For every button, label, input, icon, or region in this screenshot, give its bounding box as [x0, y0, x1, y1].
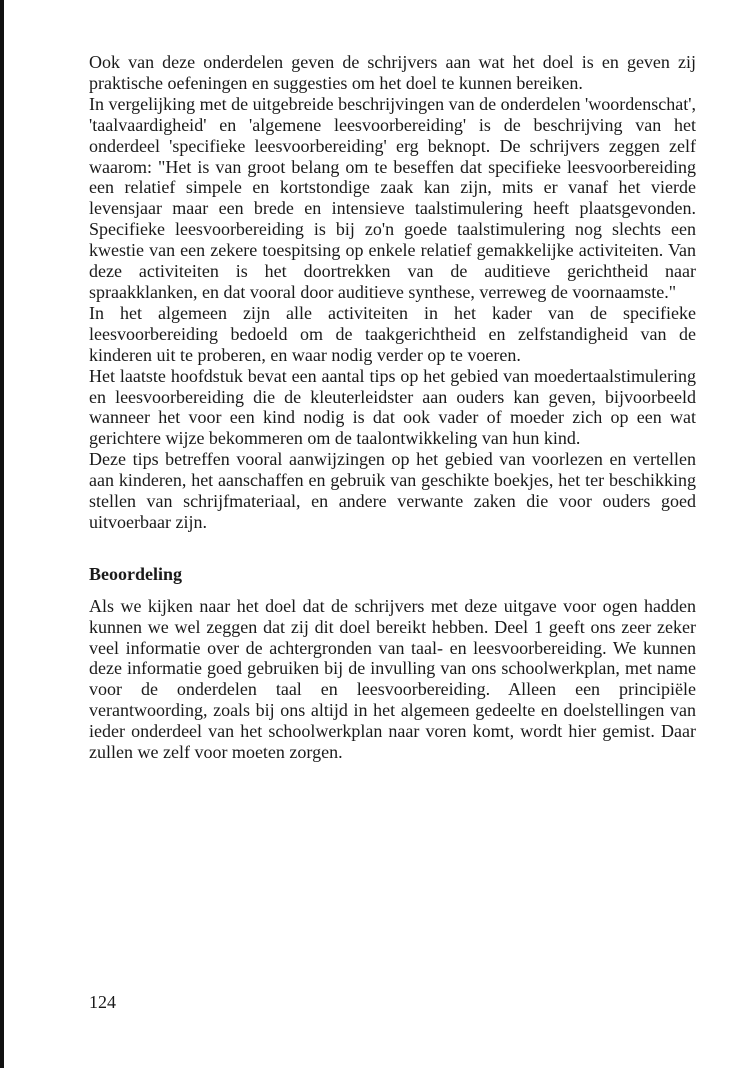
page-number: 124: [89, 992, 116, 1012]
page-edge: [0, 0, 4, 1068]
page-body: [89, 52, 696, 763]
paragraph: Het laatste hoofdstuk bevat een aantal tips op het gebied van moedertaalstimulering en leesvoorbereiding die de kleuterleidster aan ouders kan geven, bijvoorbeeld wanneer het voor een kind nodig is dat ook vader of moeder zich op een wat gerichtere wijze bekommeren om de taalontwikkeling van hun kind.: [89, 365, 696, 449]
section-paragraph: Als we kijken naar het doel dat de schrijvers met deze uitgave voor ogen hadden kunnen we wel zeggen dat zij dit doel bereikt hebben. Deel 1 geeft ons zeer zeker veel informatie over de achtergronden van taal- en leesvoorbereiding. We kunnen deze informatie goed gebruiken bij de invulling van ons schoolwerkplan, met name voor de onderdelen taal en leesvoorbereiding. Alleen een principiële verantwoording, zoals bij ons altijd in het algemeen gedeelte en doelstellingen van ieder onderdeel van het schoolwerkplan naar voren komt, wordt hier gemist. Daar zullen we zelf voor moeten zorgen.: [89, 595, 696, 763]
paragraph: Deze tips betreffen vooral aanwijzingen op het gebied van voorlezen en vertellen aan kinderen, het aanschaffen en gebruik van geschikte boekjes, het ter beschikking stellen van schrijfmateriaal, en andere verwante zaken die voor ouders goed uitvoerbaar zijn.: [89, 449, 696, 532]
section-heading: Beoordeling: [89, 563, 182, 584]
paragraph: Ook van deze onderdelen geven de schrijvers aan wat het doel is en geven zij praktische oefeningen en suggesties om het doel te kunnen bereiken.: [89, 52, 696, 93]
paragraph: In het algemeen zijn alle activiteiten in het kader van de specifieke leesvoorbereiding bedoeld om de taakgerichtheid en zelfstandigheid van de kinderen uit te proberen, en waar nodig verder op te voeren.: [89, 302, 696, 365]
paragraph: In vergelijking met de uitgebreide beschrijvingen van de onderdelen 'woordenschat', 'taalvaardigheid' en 'algemene leesvoorbereiding' is de beschrijving van het onderdeel 'specifieke leesvoorbereiding' erg beknopt. De schrijvers zeggen zelf waarom: "Het is van groot belang om te beseffen dat specifieke leesvoorbereiding een relatief simpele en kortstondige zaak kan zijn, mits er vanaf het vierde levensjaar maar een brede en intensieve taalstimulering heeft plaatsgevonden. Specifieke leesvoorbereiding is bij zo'n goede taalstimulering nog slechts een kwestie van een zekere toespitsing op enkele relatief gemakkelijke activiteiten. Van deze activiteiten is het doortrekken van de auditieve gerichtheid naar spraakklanken, en dat vooral door auditieve synthese, verreweg de voornaamste.": [89, 93, 696, 302]
